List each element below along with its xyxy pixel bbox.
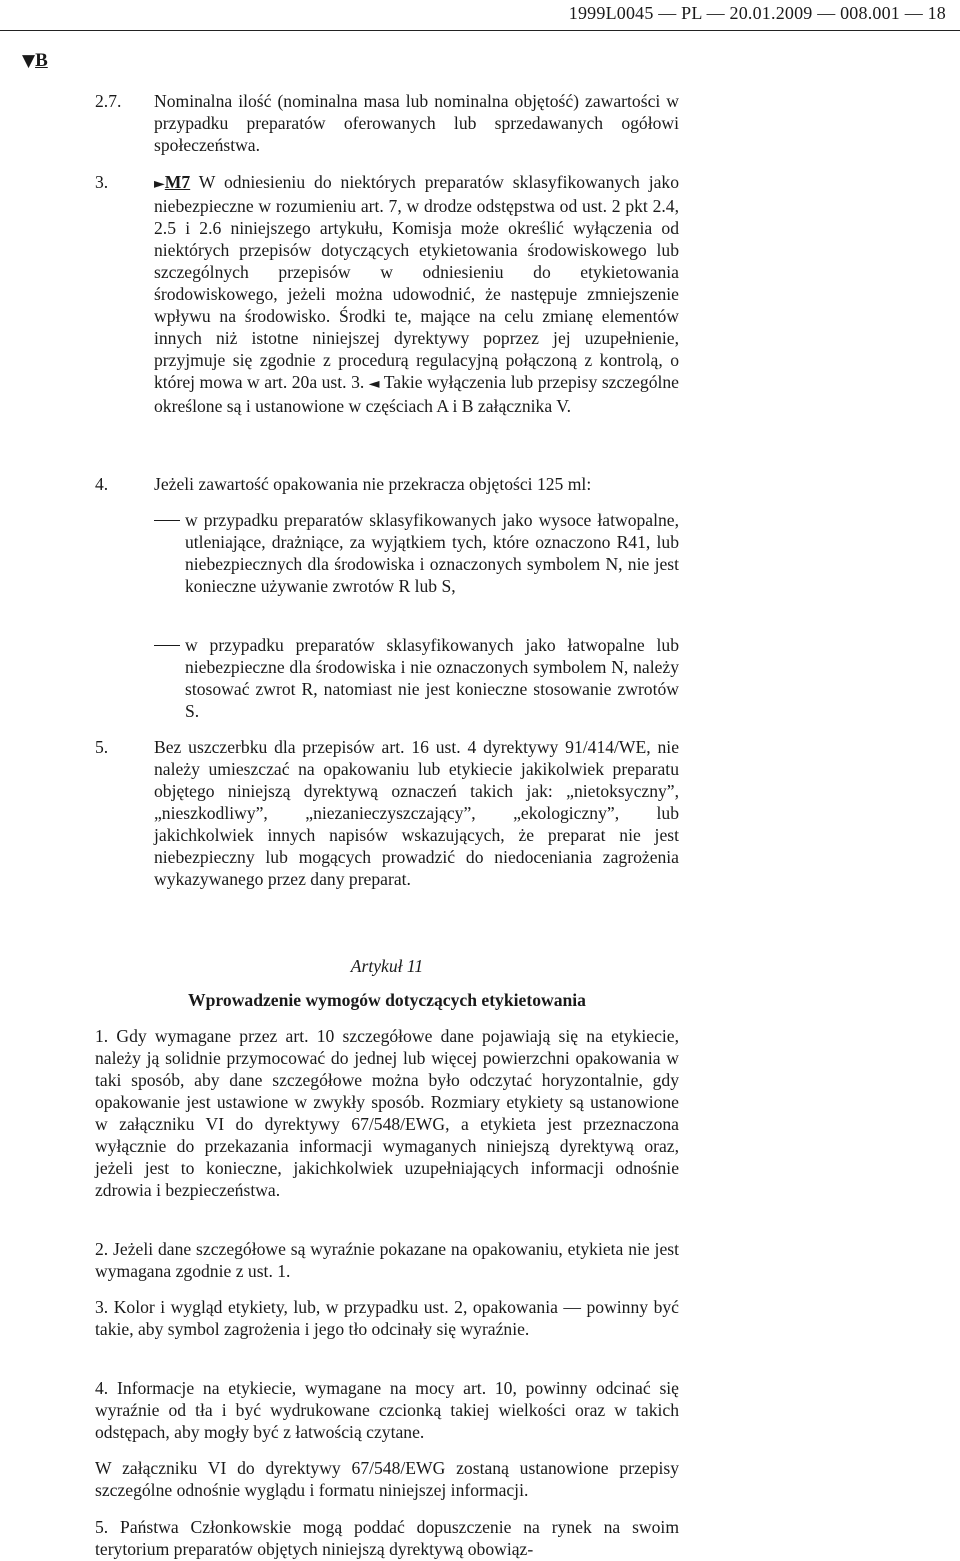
article-11-paragraph-4-continued: W załączniku VI do dyrektywy 67/548/EWG zostaną ustanowione przepisy szczególne odnośnie wyglądu i formatu niniejszej informacji. bbox=[95, 1458, 679, 1500]
page-header bbox=[0, 2, 960, 22]
paragraph-3-tail: Takie wyłączenia lub przepisy szczególne określone są i ustanowione w częściach A i B załącznika V. bbox=[154, 372, 679, 416]
article-11-paragraph-4: 4. Informacje na etykiecie, wymagane na mocy art. 10, powinny odcinać się wyraźnie od tła i być wydrukowane czcionką takiej wielkości oraz w takich odstępach, aby mogły być z łatwością czytane. bbox=[95, 1378, 679, 1442]
dash-marker bbox=[154, 520, 180, 521]
paragraph-number: 5. bbox=[95, 737, 109, 757]
triangle-down-icon: ▼ bbox=[22, 51, 36, 71]
article-11-paragraph-3: 3. Kolor i wygląd etykiety, lub, w przypadku ust. 2, opakowania — powinny być takie, aby symbol zagrożenia i jego tło odcinały się wyraźnie. bbox=[95, 1297, 679, 1339]
paragraph-number: 4. bbox=[95, 474, 109, 494]
article-11-paragraph-5: 5. Państwa Członkowskie mogą poddać dopuszczenie na rynek na swoim terytorium preparatów objętych niniejszą dyrektywą obowiąz- bbox=[95, 1517, 679, 1559]
point-2-7-text: Nominalna ilość (nominalna masa lub nominalna objętość) zawartości w przypadku preparatów oferowanych lub sprzedawanych ogółowi społeczeństwa. bbox=[154, 91, 679, 155]
consolidation-marker bbox=[22, 50, 48, 72]
paragraph-3-body: W odniesieniu do niektórych preparatów sklasyfikowanych jako niebezpieczne w rozumieniu art. 7, w drodze odstępstwa od ust. 2 pkt 2.4, 2.5 i 2.6 niniejszego artykułu, Komisja może określić wyłączenia od niektórych przepisów dotyczących etykietowania środowiskowego lub szczególnych przepisów w odniesieniu do etykietowania środowiskowego, jeżeli można udowodnić, że następuje zmniejszenie wpływu na środowisko. Środki te, mające na celu zmianę elementów innych niż istotne niniejszej dyrektywy poprzez jej uzupełnienie, przyjmuje się zgodnie z procedurą regulacyjną połączoną z kontrolą, o której mowa w art. 20a ust. 3. bbox=[154, 172, 679, 392]
marker-label: B bbox=[35, 50, 48, 71]
paragraph-number: 3. bbox=[95, 172, 109, 192]
amendment-tag: M7 bbox=[164, 172, 191, 192]
document-reference: 1999L0045 — PL — 20.01.2009 — 008.001 — 18 bbox=[568, 3, 946, 23]
paragraph-5-text: Bez uszczerbku dla przepisów art. 16 ust. 4 dyrektywy 91/414/WE, nie należy umieszczać na opakowaniu lub etykiecie jakikolwiek preparatu objętego niniejszą dyrektywą oznaczeń takich jak: „nietoksyczny”, „nieszkodliwy”, „niezanieczyszczający”, „ekologiczny”, lub jakichkolwiek innych napisów wskazujących, że preparat nie jest niebezpieczny lub mogących prowadzić do niedoceniania zagrożenia wykazywanego przez dany preparat. bbox=[154, 737, 679, 889]
paragraph-3-text bbox=[154, 171, 679, 417]
article-title: Wprowadzenie wymogów dotyczących etykietowania bbox=[188, 990, 586, 1010]
triangle-left-icon: ◄ bbox=[368, 376, 380, 392]
article-11-paragraph-1: 1. Gdy wymagane przez art. 10 szczegółowe dane pojawiają się na etykiecie, należy ją solidnie przymocować do jednej lub więcej powierzchni opakowania w taki sposób, aby dane szczegółowe można było odczytać horyzontalnie, gdy opakowanie jest ustawione w zwykły sposób. Rozmiary etykiety są ustanowione w załączniku VI do dyrektywy 67/548/EWG, a etykieta jest przeznaczona wyłącznie do przekazania informacji wymaganych niniejszą dyrektywą oraz, jeżeli jest to konieczne, jakichkolwiek uzupełniających informacji odnośnie zdrowia i bezpieczeństwa. bbox=[95, 1026, 679, 1200]
article-11-paragraph-2: 2. Jeżeli dane szczegółowe są wyraźnie pokazane na opakowaniu, etykieta nie jest wymagana zgodnie z ust. 1. bbox=[95, 1239, 679, 1281]
triangle-right-icon: ► bbox=[154, 176, 165, 192]
point-number: 2.7. bbox=[95, 91, 122, 111]
paragraph-4-indent-1: w przypadku preparatów sklasyfikowanych jako wysoce łatwopalne, utleniające, drażniące, za wyjątkiem tych, które oznaczono R41, lub niebezpiecznych dla środowiska i oznaczonych symbolem N, nie jest konieczne używanie zwrotów R lub S, bbox=[185, 510, 679, 596]
paragraph-4-text: Jeżeli zawartość opakowania nie przekracza objętości 125 ml: bbox=[154, 474, 592, 494]
paragraph-4-indent-2: w przypadku preparatów sklasyfikowanych jako łatwopalne lub niebezpieczne dla środowiska i nie oznaczonych symbolem N, należy stosować zwrot R, natomiast nie jest konieczne stosowanie zwrotów S. bbox=[185, 635, 679, 721]
article-heading: Artykuł 11 bbox=[350, 956, 424, 976]
dash-marker bbox=[154, 645, 180, 646]
header-rule bbox=[0, 30, 960, 31]
